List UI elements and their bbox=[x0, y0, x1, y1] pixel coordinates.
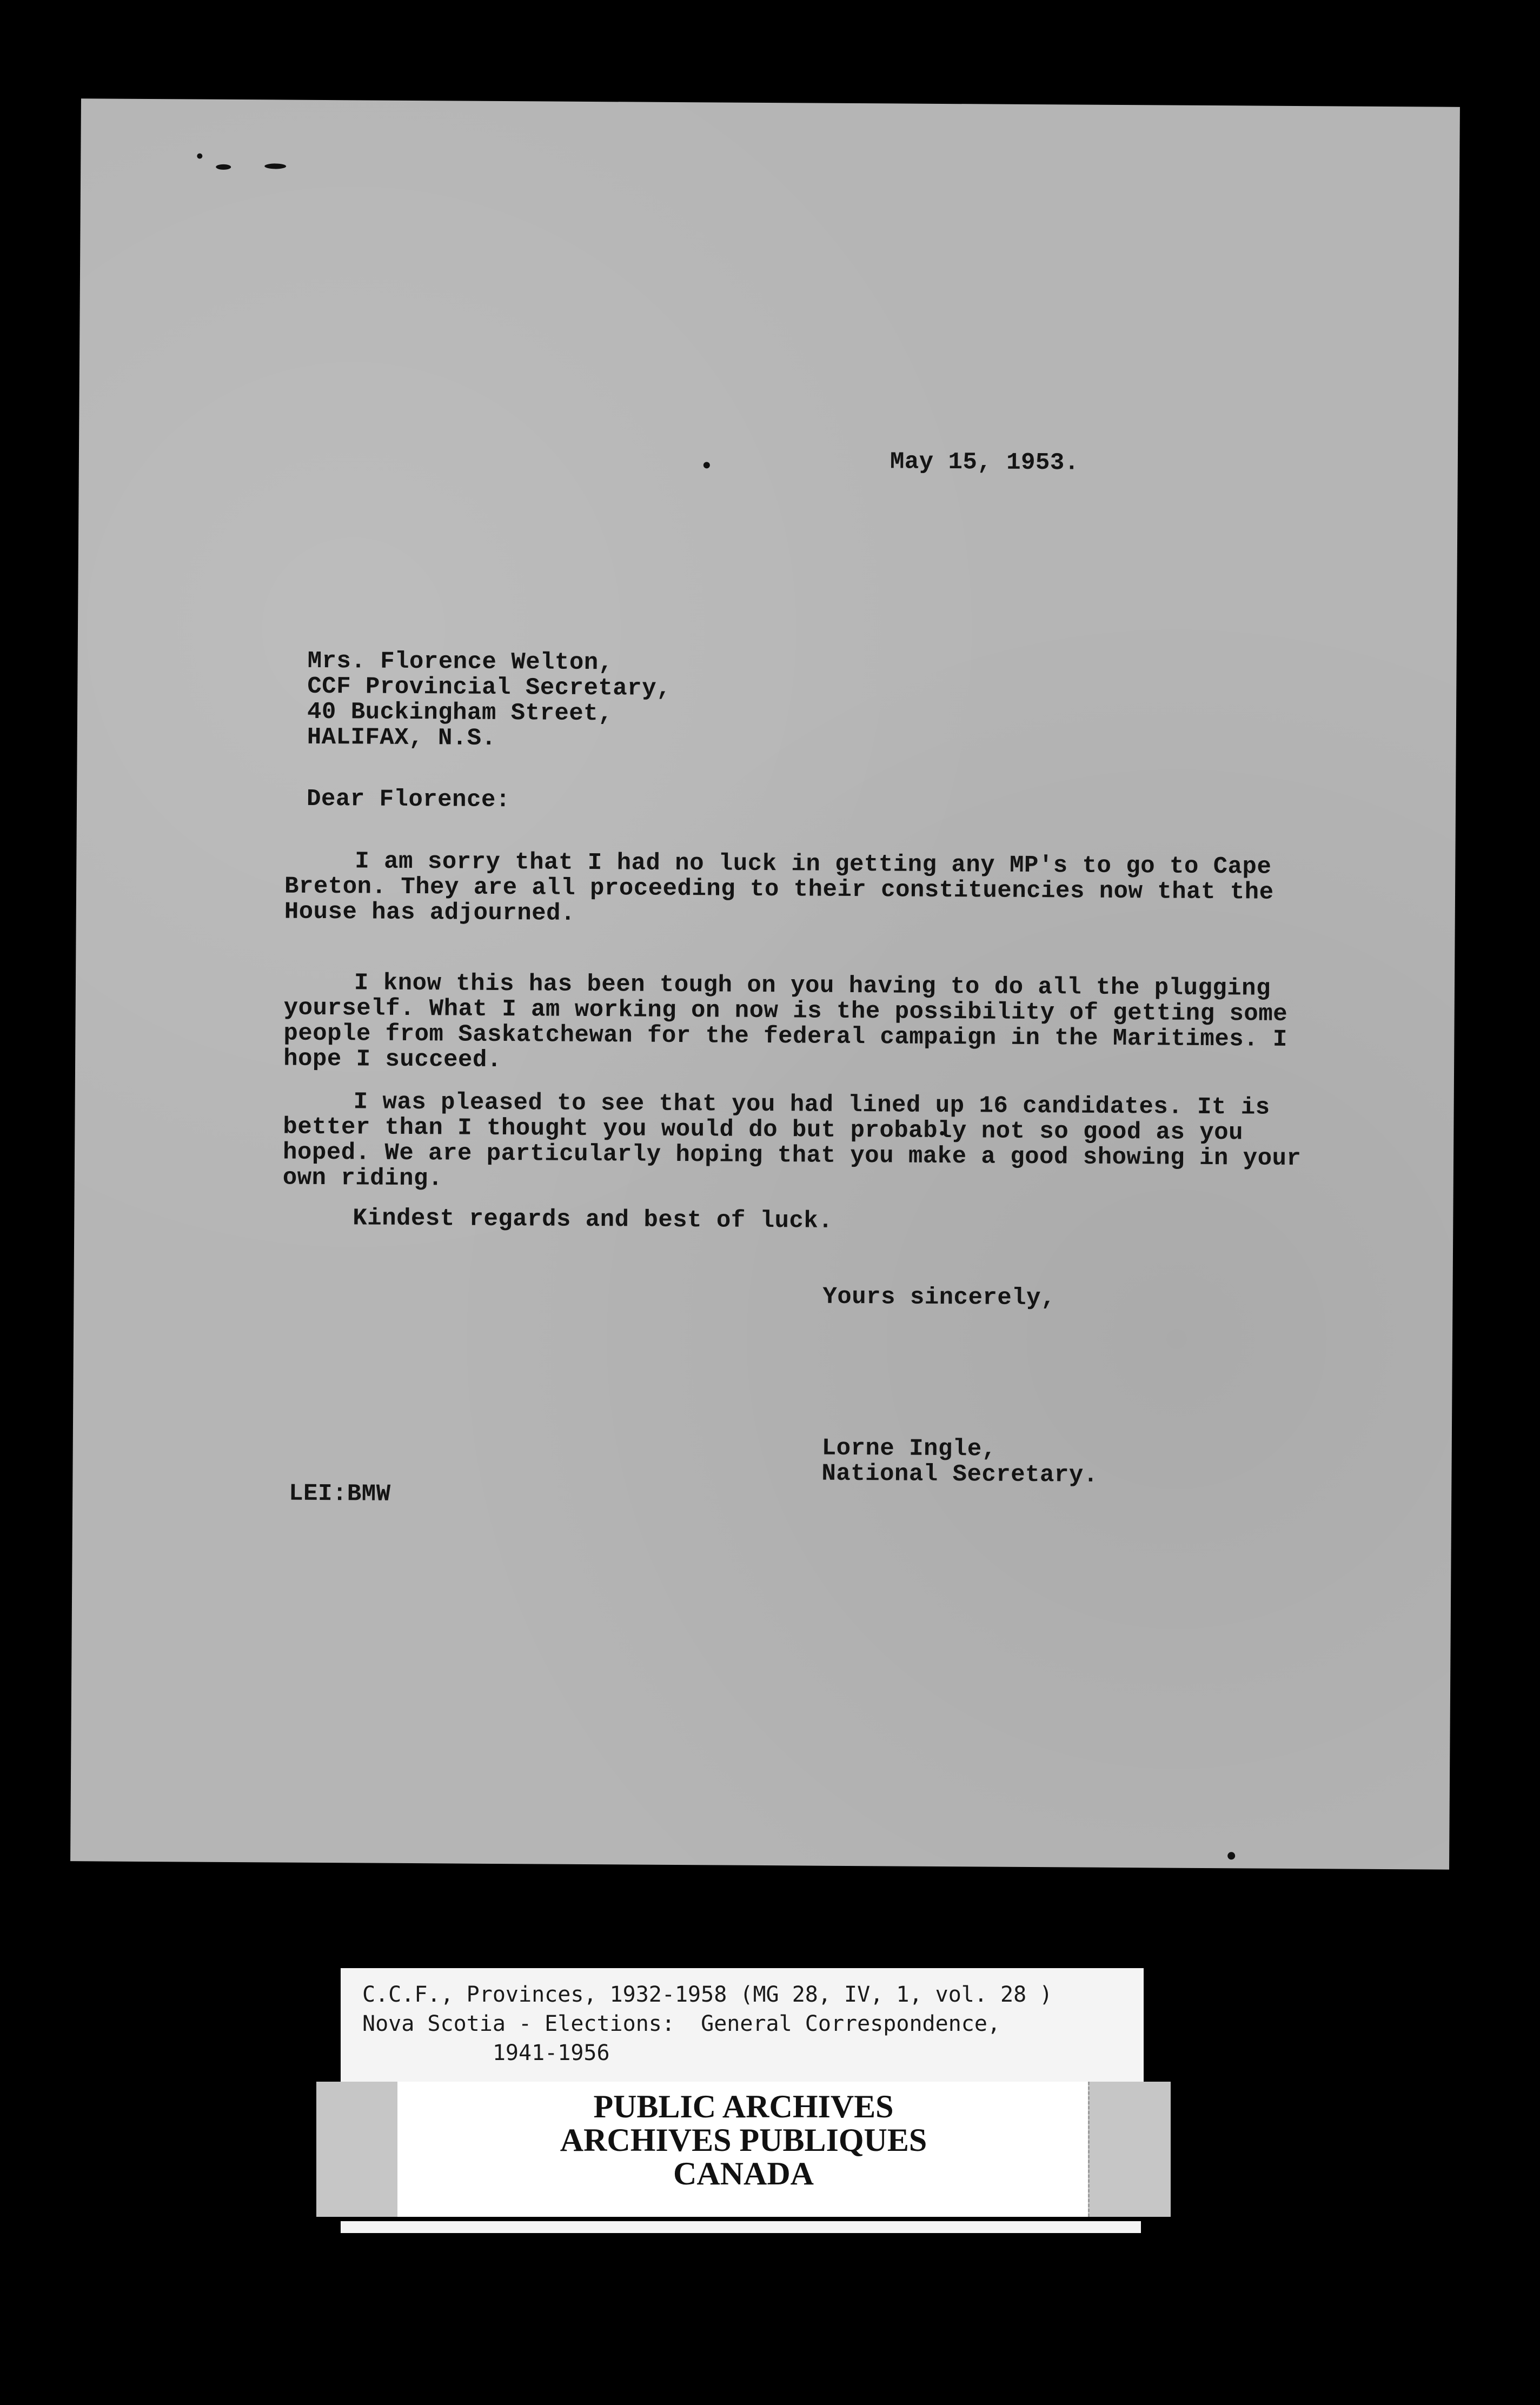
paper-mark bbox=[197, 154, 202, 159]
stamp-line: PUBLIC ARCHIVES bbox=[593, 2089, 894, 2124]
archive-stamp bbox=[316, 2082, 1171, 2217]
archive-stamp-text bbox=[397, 2082, 1090, 2217]
recipient-city: HALIFAX, N.S. bbox=[307, 723, 496, 752]
reference-initials: LEI:BMW bbox=[289, 1480, 391, 1508]
stamp-line: ARCHIVES PUBLIQUES bbox=[560, 2122, 927, 2158]
paper-mark bbox=[216, 164, 231, 170]
signature-name: Lorne Ingle, bbox=[821, 1434, 997, 1463]
letter-page bbox=[70, 98, 1460, 1870]
recipient-address bbox=[307, 649, 672, 753]
paper-mark bbox=[1227, 1852, 1235, 1859]
archive-label-area bbox=[341, 1968, 1144, 2233]
salutation: Dear Florence: bbox=[306, 785, 510, 814]
paper-mark bbox=[703, 462, 710, 468]
signature-title: National Secretary. bbox=[821, 1460, 1098, 1489]
catalog-line: Nova Scotia - Elections: General Correspondence, bbox=[362, 2011, 1001, 2036]
body-paragraph: I know this has been tough on you having to do all the plugging yourself. What I am working on now is the possibility of getting some people from Saskatchewan for the federal campaign in the Maritimes. I hope I succeed. bbox=[283, 969, 1288, 1074]
paper-mark bbox=[264, 163, 286, 169]
body-paragraph: Kindest regards and best of luck. bbox=[353, 1205, 833, 1235]
signature-block bbox=[821, 1436, 1098, 1489]
label-strip bbox=[341, 2221, 1141, 2233]
catalog-label bbox=[341, 1968, 1144, 2082]
recipient-position: CCF Provincial Secretary, bbox=[307, 673, 672, 702]
stamp-line: CANADA bbox=[673, 2156, 814, 2191]
catalog-line: 1941-1956 bbox=[362, 2041, 610, 2065]
body-paragraph: I was pleased to see that you had lined up 16 candidates. It is better than I thought you would do but probably not so good as you hoped. We are particularly hoping that you make a good showing in your own riding. bbox=[282, 1088, 1302, 1193]
recipient-name: Mrs. Florence Welton, bbox=[307, 647, 613, 677]
catalog-line: C.C.F., Provinces, 1932-1958 (MG 28, IV, 1, vol. 28 ) bbox=[362, 1982, 1053, 2007]
complimentary-close: Yours sincerely, bbox=[822, 1283, 1056, 1312]
recipient-street: 40 Buckingham Street, bbox=[307, 698, 613, 728]
body-paragraph: I am sorry that I had no luck in getting any MP's to go to Cape Breton. They are all proceeding to their constituencies now that the House has adjourned. bbox=[284, 848, 1274, 927]
letter-date: May 15, 1953. bbox=[890, 448, 1079, 477]
